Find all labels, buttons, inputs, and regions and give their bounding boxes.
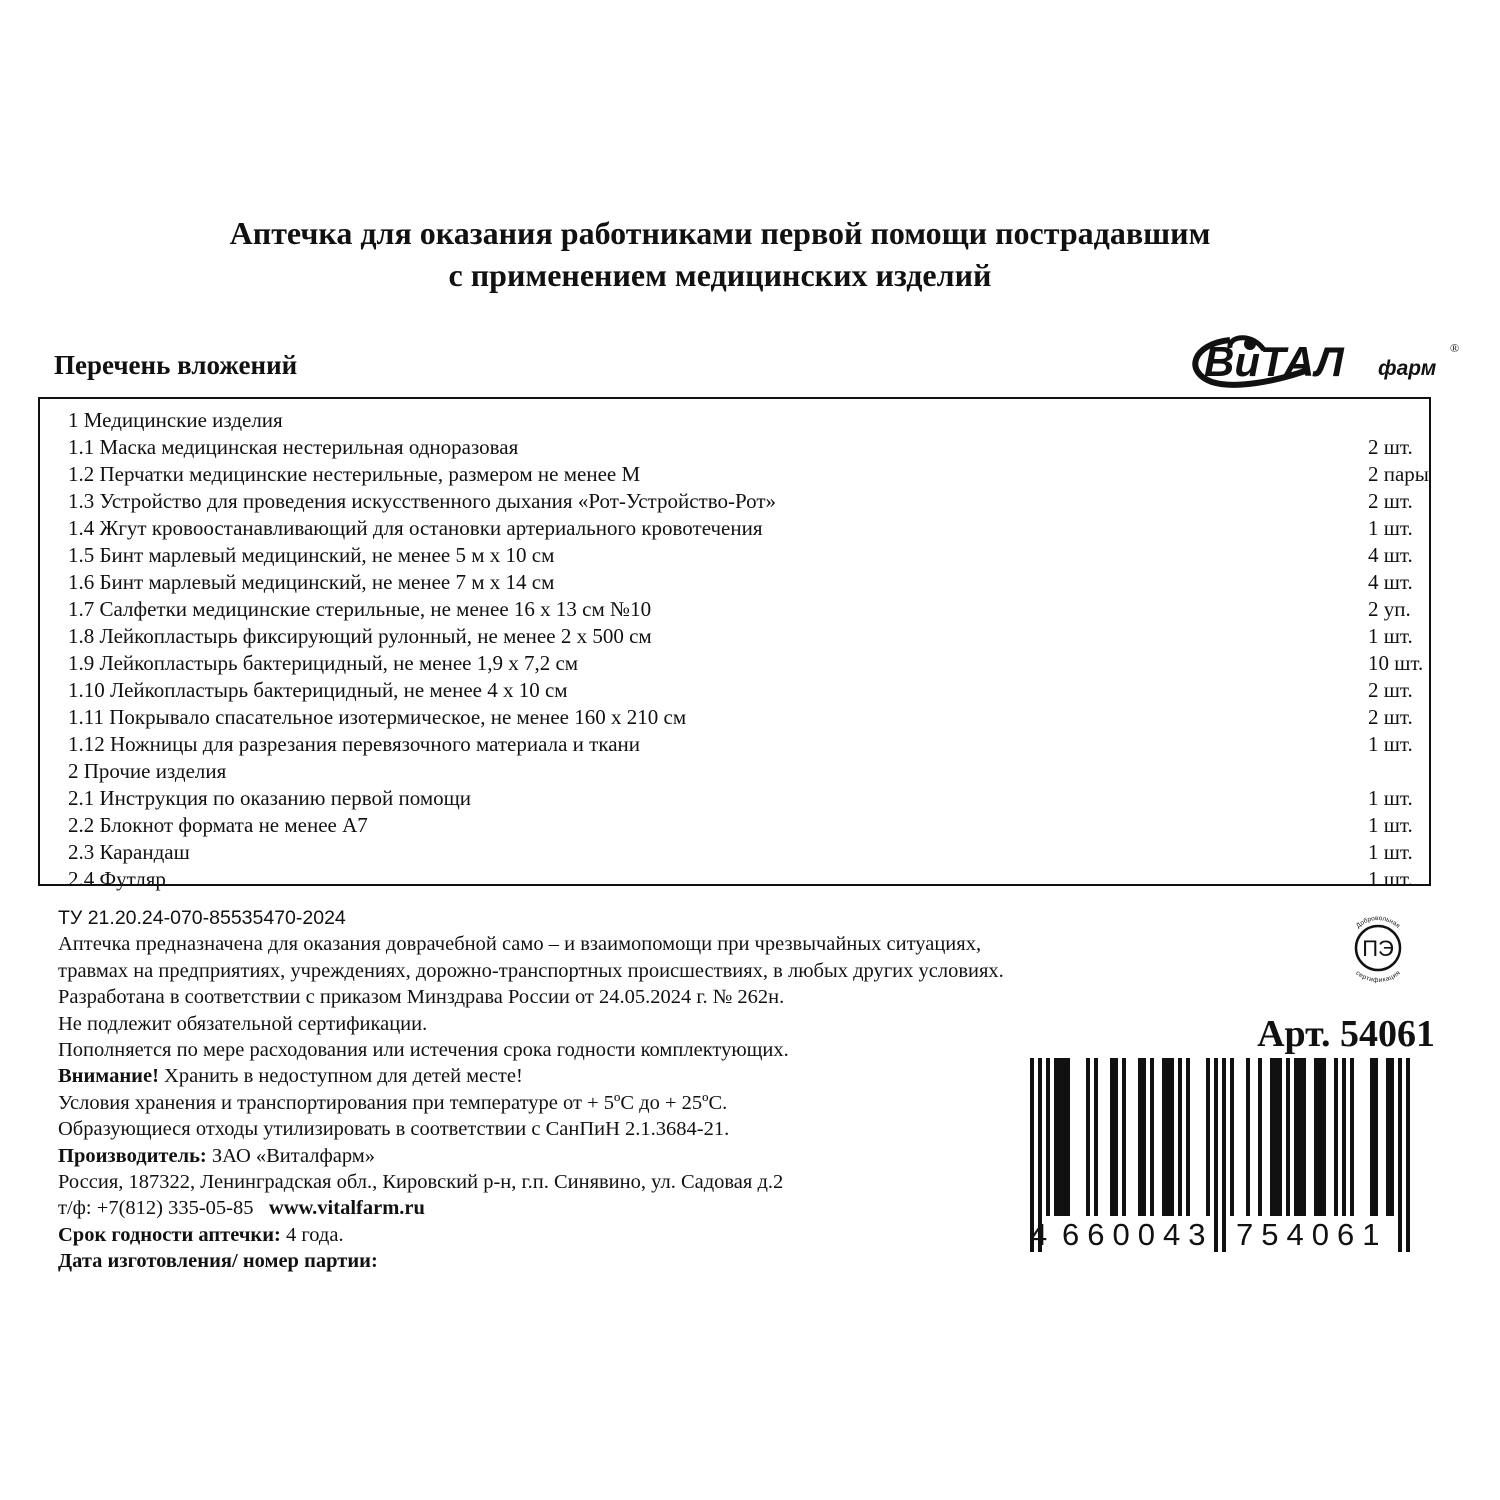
contents-item-label: 1.6 Бинт марлевый медицинский, не менее 7 м х 14 см: [68, 570, 555, 594]
contents-list: [38, 397, 1431, 891]
contents-row: [68, 596, 1429, 623]
contents-row: [68, 515, 1429, 542]
logo-suffix-text: фарм: [1378, 357, 1437, 380]
contents-item-label: 1.12 Ножницы для разрезания перевязочного материала и ткани: [68, 732, 641, 756]
barcode-bar: [1322, 1058, 1326, 1216]
barcode-bar: [1058, 1058, 1062, 1216]
barcode-bar: [1274, 1058, 1278, 1216]
barcode-bar: [1062, 1058, 1066, 1216]
barcode-bar: [1386, 1058, 1390, 1216]
title-line-1: Аптечка для оказания работниками первой помощи пострадавшим: [229, 215, 1211, 251]
contents-item-label: 2.4 Футляр: [68, 867, 166, 891]
barcode-bar: [1318, 1058, 1322, 1216]
contents-row: [68, 407, 1429, 434]
barcode-bar: [1138, 1058, 1142, 1216]
barcode-bar: [1122, 1058, 1126, 1216]
contents-row: [68, 866, 1429, 893]
registered-mark: ®: [1450, 341, 1460, 355]
contents-item-qty: 10 шт.: [1368, 651, 1424, 675]
contents-item-qty: 1 шт.: [1368, 867, 1413, 891]
barcode-bar: [1286, 1058, 1290, 1216]
contents-item-qty: 2 шт.: [1368, 435, 1413, 459]
barcode-bar: [1374, 1058, 1378, 1216]
batch-label: Дата изготовления/ номер партии:: [58, 1250, 378, 1273]
barcode-bar: [1094, 1058, 1098, 1216]
barcode-bar: [1110, 1058, 1114, 1216]
warning-label: Внимание!: [58, 1065, 159, 1088]
barcode-bar: [1170, 1058, 1174, 1216]
page-title: [60, 212, 1380, 296]
contents-item-qty: 4 шт.: [1368, 543, 1413, 567]
contents-row: [68, 785, 1429, 812]
contents-item-label: 1.10 Лейкопластырь бактерицидный, не менее 4 х 10 см: [68, 678, 568, 702]
contents-item-qty: 2 шт.: [1368, 489, 1413, 513]
contents-item-label: 2.3 Карандаш: [68, 840, 190, 864]
purpose-text-2: травмах на предприятиях, учреждениях, дорожно-транспортных происшествиях, в любых других условиях.: [58, 959, 1004, 982]
certification-mark: [1338, 908, 1418, 988]
contents-item-qty: 1 шт.: [1368, 732, 1413, 756]
barcode-bar: [1350, 1058, 1354, 1216]
contents-item-label: 1.9 Лейкопластырь бактерицидный, не менее 1,9 х 7,2 см: [68, 651, 579, 675]
contents-item-label: 1.11 Покрывало спасательное изотермическое, не менее 160 х 210 см: [68, 705, 687, 729]
contents-item-label: 2.2 Блокнот формата не менее А7: [68, 813, 368, 837]
website-link[interactable]: www.vitalfarm.ru: [268, 1197, 425, 1220]
barcode-bar: [1294, 1058, 1298, 1216]
contents-item-label: 1.3 Устройство для проведения искусственного дыхания «Рот-Устройство-Рот»: [68, 489, 777, 513]
contents-item-label: 1.1 Маска медицинская нестерильная одноразовая: [68, 435, 519, 459]
barcode-bar: [1206, 1058, 1210, 1216]
manufacturer-name: ЗАО «Виталфарм»: [206, 1144, 376, 1167]
certification-ring-top-text: Добровольная: [1354, 914, 1402, 930]
barcode-digits-left: 660043: [1062, 1217, 1214, 1252]
contents-item-label: 1.4 Жгут кровоостанавливающий для остановки артериального кровотечения: [68, 516, 763, 540]
barcode-bar: [1270, 1058, 1274, 1216]
barcode-bar: [1066, 1058, 1070, 1216]
warning-text: Хранить в недоступном для детей месте!: [158, 1065, 523, 1088]
shelf-life-label: Срок годности аптечки:: [58, 1223, 281, 1246]
barcode-bar: [1406, 1058, 1410, 1252]
barcode-bar: [1178, 1058, 1182, 1216]
certification-ring-bottom-text: сертификация: [1354, 969, 1402, 985]
purpose-text-1: Аптечка предназначена для оказания доврачебной само – и взаимопомощи при чрезвычайных ситуациях,: [58, 933, 982, 956]
barcode-bar: [1398, 1058, 1402, 1252]
contents-row: [68, 839, 1429, 866]
barcode-bar: [1186, 1058, 1190, 1216]
barcode-bar: [1046, 1058, 1050, 1216]
contents-item-qty: 2 шт.: [1368, 678, 1413, 702]
vitalfarm-logo: [1182, 330, 1464, 392]
barcode-bar: [1114, 1058, 1118, 1216]
contents-item-qty: 1 шт.: [1368, 516, 1413, 540]
contents-item-qty: 1 шт.: [1368, 624, 1413, 648]
contents-row: [68, 542, 1429, 569]
barcode-bar: [1054, 1058, 1058, 1216]
contents-row: [68, 731, 1429, 758]
contents-item-label: 1.7 Салфетки медицинские стерильные, не менее 16 х 13 см №10: [68, 597, 652, 621]
barcode-bar: [1258, 1058, 1262, 1216]
contents-item-qty: 1 шт.: [1368, 813, 1413, 837]
phone-text: т/ф: +7(812) 335-05-85: [58, 1197, 254, 1220]
barcode-bar: [1222, 1058, 1226, 1252]
list-heading: Перечень вложений: [54, 350, 298, 380]
contents-item-qty: 2 уп.: [1368, 597, 1411, 621]
barcode-bar: [1150, 1058, 1154, 1216]
contents-item-qty: 1 шт.: [1368, 840, 1413, 864]
refill-text: Пополняется по мере расходования или истечения срока годности комплектующих.: [58, 1038, 789, 1061]
contents-row: [68, 461, 1429, 488]
article-number: Арт. 54061: [1257, 1013, 1435, 1055]
contents-item-label: 1.2 Перчатки медицинские нестерильные, размером не менее М: [68, 462, 641, 486]
barcode-bar: [1086, 1058, 1090, 1216]
barcode-bar: [1298, 1058, 1302, 1216]
barcode-bar: [1162, 1058, 1166, 1216]
certification-text: Не подлежит обязательной сертификации.: [58, 1012, 428, 1035]
contents-item-label: 1.8 Лейкопластырь фиксирующий рулонный, не менее 2 х 500 см: [68, 624, 652, 648]
contents-row: [68, 677, 1429, 704]
contents-row: [68, 488, 1429, 515]
contents-row: [68, 623, 1429, 650]
contents-item-label: 2 Прочие изделия: [68, 759, 227, 783]
contents-row: [68, 569, 1429, 596]
title-line-2: с применением медицинских изделий: [448, 257, 992, 293]
barcode-bar: [1278, 1058, 1282, 1216]
contents-item-qty: 1 шт.: [1368, 786, 1413, 810]
manufacturer-label: Производитель:: [58, 1144, 207, 1167]
barcode-digits-right: 754061: [1236, 1217, 1388, 1252]
barcode-bar: [1342, 1058, 1346, 1216]
contents-item-label: 1 Медицинские изделия: [68, 408, 283, 432]
contents-row: [68, 434, 1429, 461]
barcode-bar: [1302, 1058, 1306, 1216]
barcode-bar: [1370, 1058, 1374, 1216]
barcode-digit-lead: 4: [1030, 1217, 1048, 1252]
contents-row: [68, 758, 1429, 785]
waste-text: Образующиеся отходы утилизировать в соответствии с СанПиН 2.1.3684-21.: [58, 1118, 730, 1141]
tu-code: ТУ 21.20.24-070-85535470-2024: [58, 907, 346, 929]
contents-row: [68, 704, 1429, 731]
barcode-bar: [1230, 1058, 1234, 1216]
regulation-text: Разработана в соответствии с приказом Минздрава России от 24.05.2024 г. № 262н.: [58, 986, 785, 1009]
contents-item-label: 1.5 Бинт марлевый медицинский, не менее 5 м х 10 см: [68, 543, 555, 567]
logo-brand-text: ВиТАЛ: [1204, 338, 1344, 385]
barcode-bar: [1142, 1058, 1146, 1216]
contents-item-label: 2.1 Инструкция по оказанию первой помощи: [68, 786, 472, 810]
barcode-bar: [1166, 1058, 1170, 1216]
contents-item-qty: 2 пары: [1368, 462, 1429, 486]
barcode-bar: [1390, 1058, 1394, 1216]
barcode-bar: [1246, 1058, 1250, 1216]
barcode-bar: [1314, 1058, 1318, 1216]
contents-item-qty: 4 шт.: [1368, 570, 1413, 594]
barcode-bar: [1334, 1058, 1338, 1216]
contents-row: [68, 812, 1429, 839]
barcode-bar: [1214, 1058, 1218, 1252]
contents-row: [68, 650, 1429, 677]
manufacturer-address: Россия, 187322, Ленинградская обл., Кировский р-н, г.п. Синявино, ул. Садовая д.2: [58, 1170, 784, 1193]
shelf-life-value: 4 года.: [280, 1223, 344, 1246]
certification-symbol: ПЭ: [1362, 936, 1394, 961]
contents-item-qty: 2 шт.: [1368, 705, 1413, 729]
storage-text: Условия хранения и транспортирования при температуре от + 5ºС до + 25ºС.: [58, 1091, 728, 1114]
